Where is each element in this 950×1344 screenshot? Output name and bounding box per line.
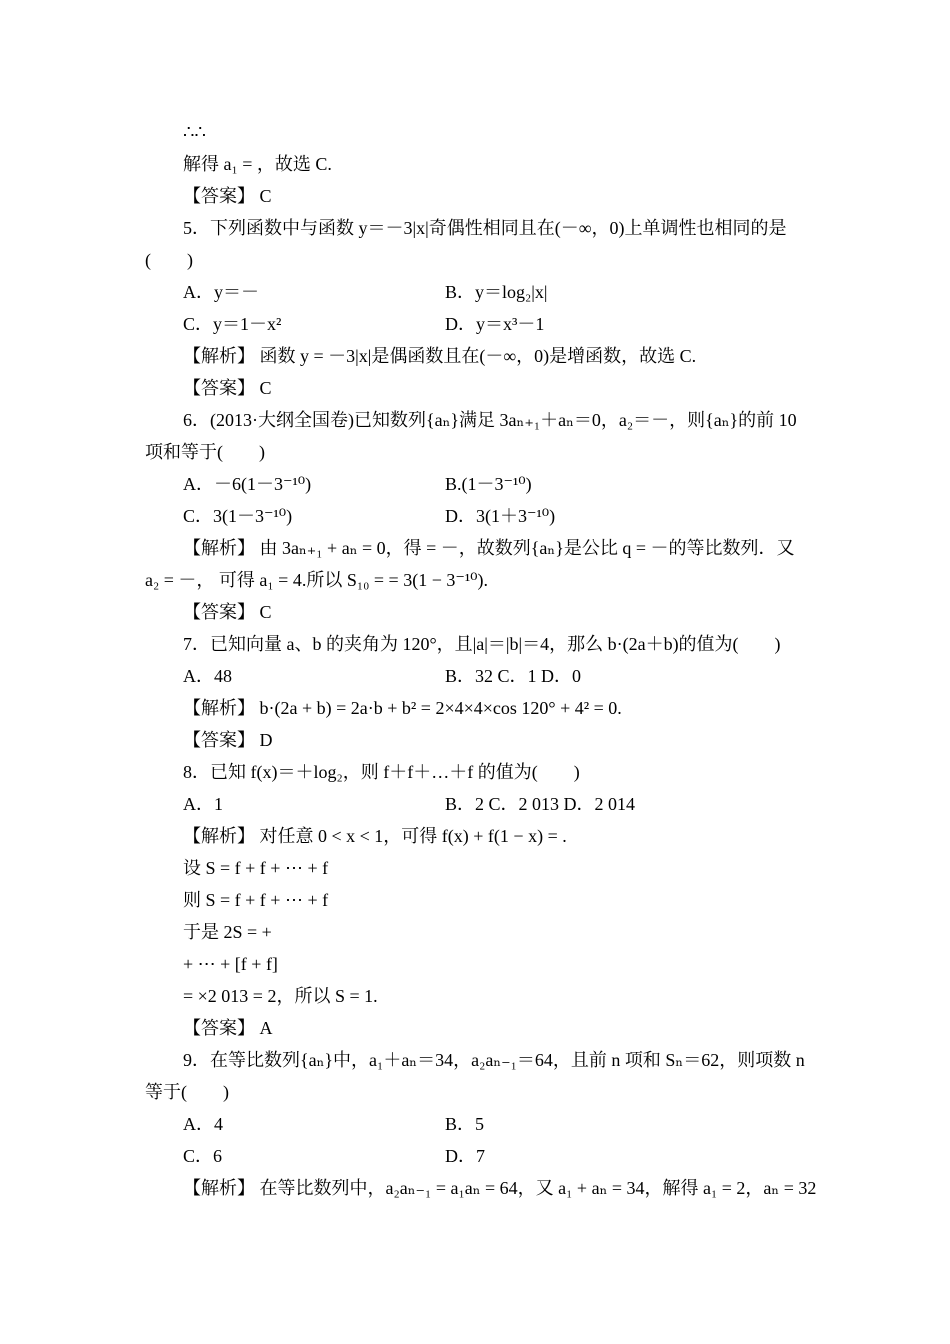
text-line: D．y＝x³－1 <box>445 314 545 334</box>
text-line: 【解析】 对任意 0 < x < 1，可得 f(x) + f(1 − x) = . <box>183 826 567 846</box>
text-line: 【答案】 D <box>183 730 273 750</box>
text-line: 【答案】 A <box>183 1018 273 1038</box>
text-line: 【答案】 C <box>183 378 272 398</box>
text-line: A．－6(1－3⁻¹⁰) <box>183 474 312 494</box>
text-line: B．y＝log₂|x| <box>445 282 548 302</box>
text-line: B．32 C．1 D．0 <box>445 666 582 686</box>
text-line: 【答案】 C <box>183 602 272 622</box>
text-line: A．y＝－ <box>183 282 259 302</box>
text-line: C．y＝1－x² <box>183 314 282 334</box>
text-line: 项和等于( ) <box>145 442 265 462</box>
text-line: 【解析】 函数 y = －3|x|是偶函数且在(－∞，0)是增函数，故选 C. <box>183 346 697 366</box>
text-line: D．3(1＋3⁻¹⁰) <box>445 506 556 526</box>
text-line: 【答案】 C <box>183 186 272 206</box>
text-line: 【解析】 在等比数列中，a₂aₙ₋₁ = a₁aₙ = 64，又 a₁ + aₙ = 34，解得 a₁ = 2，aₙ = 32 <box>183 1178 817 1198</box>
text-line: ∴∴ <box>183 122 206 142</box>
text-line: 等于( ) <box>145 1082 229 1102</box>
text-line: A．48 <box>183 666 232 686</box>
text-line: A．4 <box>183 1114 223 1134</box>
text-line: 7．已知向量 a、b 的夹角为 120°，且|a|＝|b|＝4，那么 b·(2a＋b)的值为( ) <box>183 634 781 654</box>
text-line: C．6 <box>183 1146 223 1166</box>
text-line: 解得 a₁ = ，故选 C. <box>183 154 332 174</box>
text-line: 8．已知 f(x)＝＋log₂，则 f＋f＋…＋f 的值为( ) <box>183 762 580 782</box>
text-line: 于是 2S = + <box>183 922 272 942</box>
text-line: 【解析】 b·(2a + b) = 2a·b + b² = 2×4×4×cos 120° + 4² = 0. <box>183 698 622 718</box>
text-line: 6．(2013·大纲全国卷)已知数列{aₙ}满足 3aₙ₊₁＋aₙ＝0，a₂＝－，则{aₙ}的前 10 <box>183 410 797 430</box>
text-line: B．2 C．2 013 D．2 014 <box>445 794 636 814</box>
text-line: D．7 <box>445 1146 485 1166</box>
text-line: 则 S = f + f + ⋯ + f <box>183 890 329 910</box>
text-line: 【解析】 由 3aₙ₊₁ + aₙ = 0，得 = －，故数列{aₙ}是公比 q = －的等比数列．又 <box>183 538 795 558</box>
text-line: B．5 <box>445 1114 485 1134</box>
text-line: = ×2 013 = 2，所以 S = 1. <box>183 986 378 1006</box>
text-line: C．3(1－3⁻¹⁰) <box>183 506 293 526</box>
text-line: 5．下列函数中与函数 y＝－3|x|奇偶性相同且在(－∞，0)上单调性也相同的是 <box>183 218 787 238</box>
text-line: 9．在等比数列{aₙ}中，a₁＋aₙ＝34，a₂aₙ₋₁＝64，且前 n 项和 Sₙ＝62，则项数 n <box>183 1050 805 1070</box>
text-line: A．1 <box>183 794 223 814</box>
text-line: + ⋯ + [f + f] <box>183 954 278 974</box>
text-line: ( ) <box>145 250 193 270</box>
text-line: B.(1－3⁻¹⁰) <box>445 474 532 494</box>
text-line: a₂ = －， 可得 a₁ = 4.所以 S₁₀ = = 3(1 − 3⁻¹⁰). <box>145 570 488 590</box>
text-line: 设 S = f + f + ⋯ + f <box>183 858 329 878</box>
